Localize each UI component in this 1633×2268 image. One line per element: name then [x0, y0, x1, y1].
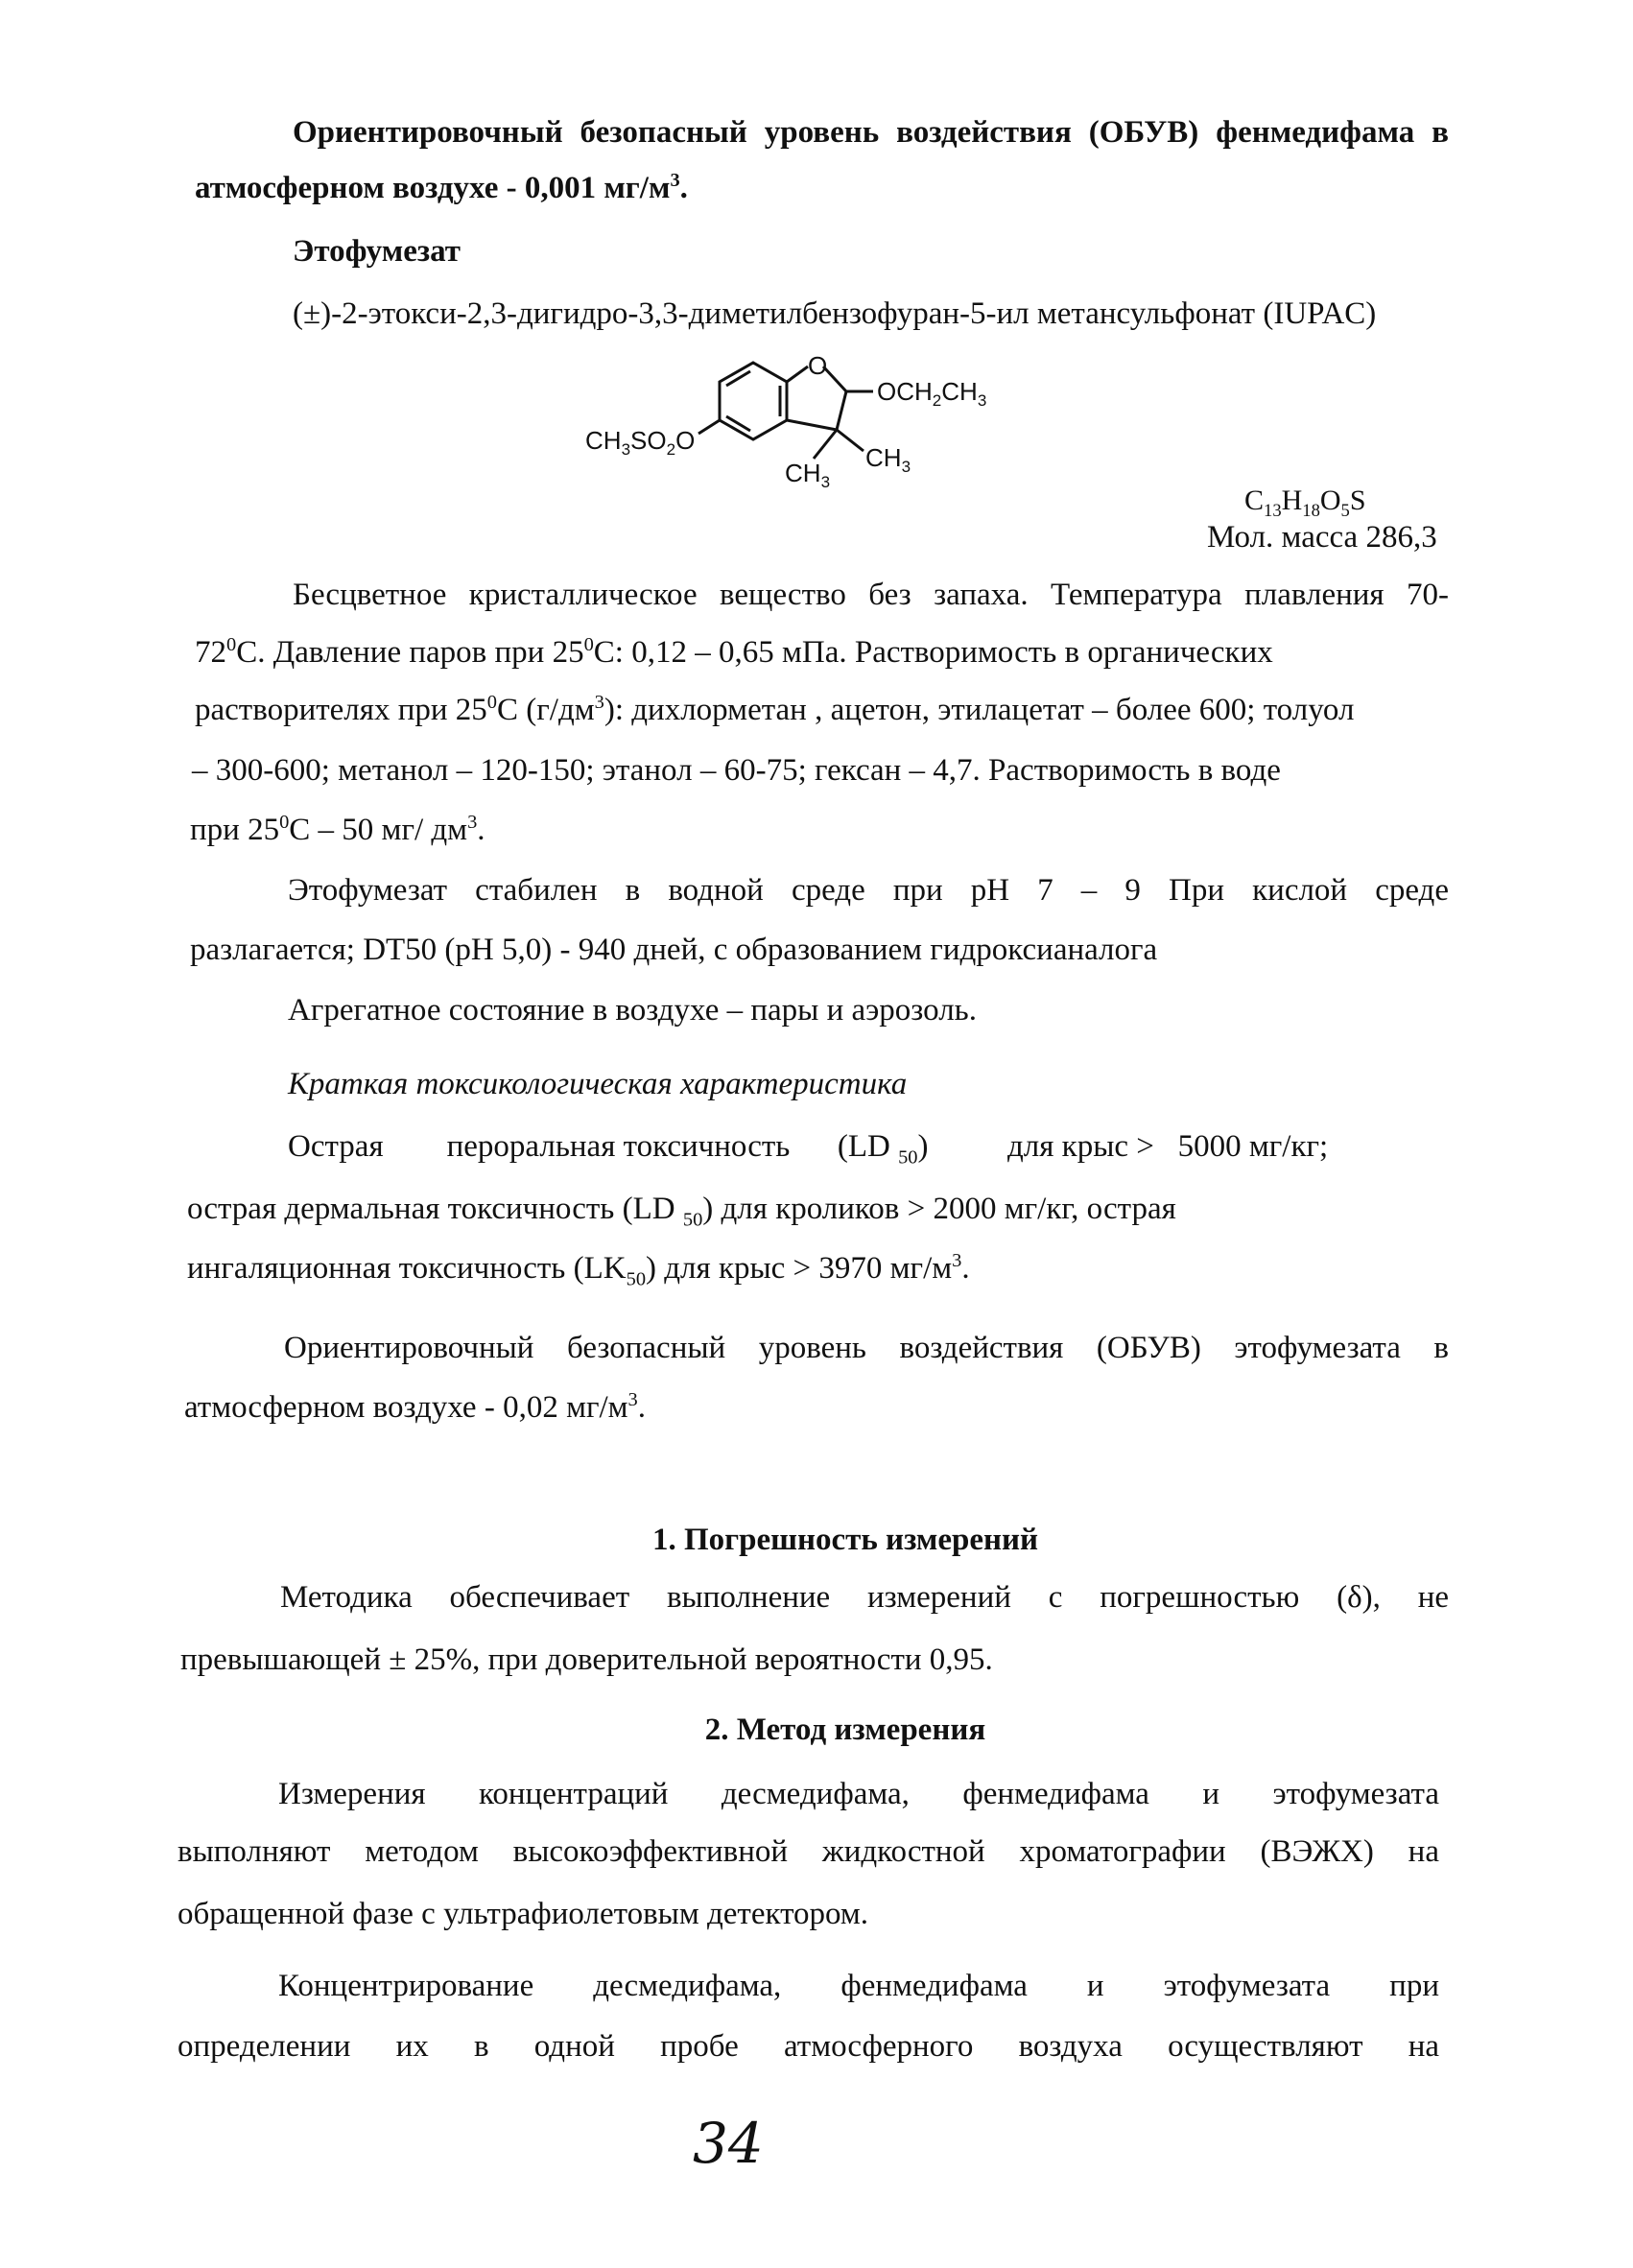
error-text-line2: превышающей ± 25%, при доверительной вероятности 0,95. [180, 1642, 993, 1677]
props-line1: Бесцветное кристаллическое вещество без запаха. Температура плавления 70- [293, 578, 1449, 612]
method-line1: Измерения концентраций десмедифама, фенмедифама и этофумезата [278, 1777, 1439, 1811]
molecular-formula: $C_{13}H_{18}O_5S$ [1244, 484, 1366, 521]
mesyl-label: $CH_3SO_2O$ [585, 426, 696, 459]
iupac-name: (±)-2-этокси-2,3-дигидро-3,3-диметилбензофуран-5-ил метансульфонат (IUPAC) [293, 296, 1377, 331]
ring-oxygen-label: O [808, 351, 828, 380]
obuv-etofumesat-line2: атмосферном воздухе - 0,02 $мг/м^3$. [184, 1389, 647, 1425]
props-line5: при $25^0С - 50$ мг/ $дм^3$. [190, 812, 485, 847]
obuv-fenmedifam-line2: атмосферном воздухе - 0,001 $мг/м^3$. [195, 170, 688, 205]
methyl-label-b: $CH_3$ [865, 443, 911, 476]
concentration-line1: Концентрирование десмедифама, фенмедифама и этофумезата при [278, 1969, 1439, 2003]
obuv-etofumesat-line1: Ориентировочный безопасный уровень воздействия (ОБУВ) этофумезата в [284, 1331, 1449, 1365]
benzene-ring [720, 363, 787, 439]
method-line3: обращенной фазе с ультрафиолетовым детектором. [178, 1897, 869, 1931]
ethoxy-label: $OCH_2CH_3$ [877, 377, 987, 410]
molecular-mass: Мол. масса 286,3 [1207, 520, 1437, 555]
props-line3: растворителях при $25^0С$ $(г/дм^3)$: дихлорметан , ацетон, этилацетат – более 600; толуол [195, 692, 1355, 727]
error-text-line1: Методика обеспечивает выполнение измерений с погрешностью (δ), не [280, 1580, 1449, 1615]
tox-line3: ингаляционная токсичность $(LK_{50})$ для крыс > 3970 $мг/м^3$. [187, 1250, 970, 1290]
method-line2: выполняют методом высокоэффективной жидкостной хроматографии (ВЭЖХ) на [178, 1834, 1439, 1869]
tox-line2: острая дермальная токсичность (LD $_{50}$) для кроликов > 2000 мг/кг, острая [187, 1192, 1176, 1231]
tox-title: Краткая токсикологическая характеристика [288, 1067, 908, 1101]
props-line2: $72^0С$. Давление паров при $25^0С$: 0,12 – 0,65 мПа. Растворимость в органических [195, 634, 1273, 670]
aggregate-state: Агрегатное состояние в воздухе – пары и аэрозоль. [288, 993, 977, 1028]
stability-line2: разлагается; DT50 (pH 5,0) - 940 дней, с образованием гидроксианалога [190, 933, 1158, 967]
page-number: 34 [693, 2111, 764, 2176]
methyl-label-a: $CH_3$ [785, 459, 831, 491]
props-line4: – 300-600; метанол – 120-150; этанол – 60-75; гексан – 4,7. Растворимость в воде [192, 753, 1281, 788]
concentration-line2: определении их в одной пробе атмосферного воздуха осуществляют на [178, 2029, 1439, 2064]
heading-measurement-error: 1. Погрешность измерений [651, 1523, 1039, 1557]
stability-line1: Этофумезат стабилен в водной среде при pH 7 – 9 При кислой среде [288, 873, 1449, 908]
chemical-structure-diagram [585, 345, 1065, 508]
heading-measurement-method: 2. Метод измерения [704, 1713, 986, 1747]
tox-line1: Острая пероральная токсичность (LD $_{50}$) для крыс > 5000 мг/кг; [288, 1129, 1329, 1169]
obuv-fenmedifam-line1: Ориентировочный безопасный уровень воздействия (ОБУВ) фенмедифама в [293, 115, 1449, 150]
section-title-etofumesat: Этофумезат [293, 234, 461, 269]
